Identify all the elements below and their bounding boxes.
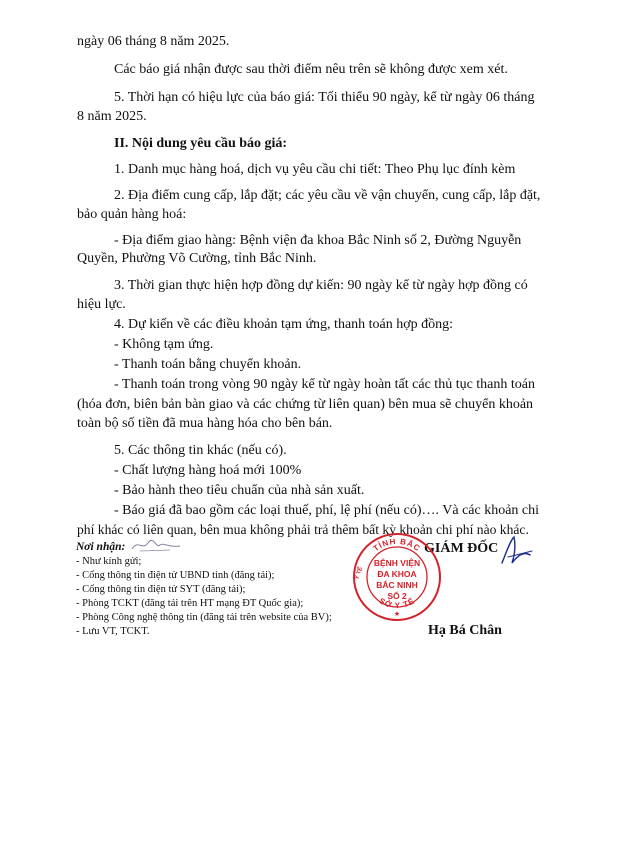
- handwritten-signature: [496, 533, 536, 567]
- recipient-item-2: - Cổng thông tin điện tử UBND tỉnh (đăng tải);: [76, 570, 275, 581]
- body-line-22: - Báo giá đã bao gồm các loại thuế, phí, lệ phí (nếu có)…. Và các khoản chi: [114, 503, 540, 518]
- recipient-item-1: - Như kính gửi;: [76, 556, 142, 567]
- body-line-14: - Không tạm ứng.: [114, 337, 214, 352]
- official-stamp: [352, 532, 442, 622]
- recipients-title: Nơi nhận:: [76, 541, 126, 553]
- body-line-17: (hóa đơn, biên bản bàn giao và các chứng từ liên quan) bên mua sẽ chuyển khoản: [77, 397, 534, 412]
- recipient-item-5: - Phòng Công nghệ thông tin (đăng tải trên website của BV);: [76, 612, 332, 623]
- body-line-19: 5. Các thông tin khác (nếu có).: [114, 443, 287, 458]
- recipient-item-3: - Cổng thông tin điện tử SYT (đăng tải);: [76, 584, 246, 595]
- body-line-3: 5. Thời hạn có hiệu lực của báo giá: Tối thiểu 90 ngày, kể từ ngày 06 tháng: [114, 90, 535, 105]
- signature-title: GIÁM ĐỐC: [424, 541, 499, 556]
- recipient-item-4: - Phòng TCKT (đăng tải trên HT mạng ĐT Quốc gia);: [76, 598, 304, 609]
- body-line-4: 8 năm 2025.: [77, 109, 147, 124]
- body-line-6: 1. Danh mục hàng hoá, dịch vụ yêu cầu chi tiết: Theo Phụ lục đính kèm: [114, 162, 516, 177]
- body-line-11: 3. Thời gian thực hiện hợp đồng dự kiến: 90 ngày kể từ ngày hợp đồng có: [114, 278, 528, 293]
- body-line-8: bảo quản hàng hoá:: [77, 207, 187, 222]
- body-line-15: - Thanh toán bằng chuyển khoản.: [114, 357, 302, 372]
- signer-name: Hạ Bá Chân: [428, 623, 502, 638]
- stamp-ring-top: TỈNH BẮC: [371, 536, 423, 554]
- stamp-line-1: BỆNH VIỆN: [373, 558, 421, 568]
- stamp-line-2: ĐA KHOA: [377, 569, 417, 579]
- initial-scribble: [130, 537, 182, 555]
- recipient-item-6: - Lưu VT, TCKT.: [76, 626, 150, 637]
- body-line-23: phí khác có liên quan, bên mua không phải trả thêm bất kỳ khoản chi phí nào khác.: [77, 522, 529, 537]
- stamp-ring-bottom: SỞ Y TẾ: [377, 596, 417, 611]
- stamp-star-icon: ★: [393, 610, 401, 618]
- stamp-ring-left: Y TẾ: [354, 566, 365, 581]
- section-heading: II. Nội dung yêu cầu báo giá:: [114, 136, 288, 151]
- stamp-line-4: SỐ 2: [387, 591, 407, 601]
- body-line-20: - Chất lượng hàng hoá mới 100%: [114, 463, 302, 478]
- stamp-line-3: BẮC NINH: [376, 580, 418, 590]
- body-line-13: 4. Dự kiến về các điều khoản tạm ứng, thanh toán hợp đồng:: [114, 317, 454, 332]
- body-line-18: toàn bộ số tiền đã mua hàng hóa cho bên bán.: [77, 416, 333, 431]
- body-line-9: - Địa điểm giao hàng: Bệnh viện đa khoa Bắc Ninh số 2, Đường Nguyễn: [114, 233, 522, 248]
- body-line-1: ngày 06 tháng 8 năm 2025.: [77, 34, 230, 49]
- body-line-2: Các báo giá nhận được sau thời điểm nêu trên sẽ không được xem xét.: [114, 62, 508, 77]
- body-line-10: Quyền, Phường Võ Cường, tỉnh Bắc Ninh.: [77, 251, 317, 266]
- body-line-12: hiệu lực.: [77, 297, 126, 312]
- body-line-16: - Thanh toán trong vòng 90 ngày kể từ ngày hoàn tất các thủ tục thanh toán: [114, 377, 535, 392]
- body-line-21: - Bảo hành theo tiêu chuẩn của nhà sản xuất.: [114, 483, 365, 498]
- body-line-7: 2. Địa điểm cung cấp, lắp đặt; các yêu cầu về vận chuyển, cung cấp, lắp đặt,: [114, 188, 541, 203]
- svg-text:TỈNH BẮC: [372, 537, 423, 553]
